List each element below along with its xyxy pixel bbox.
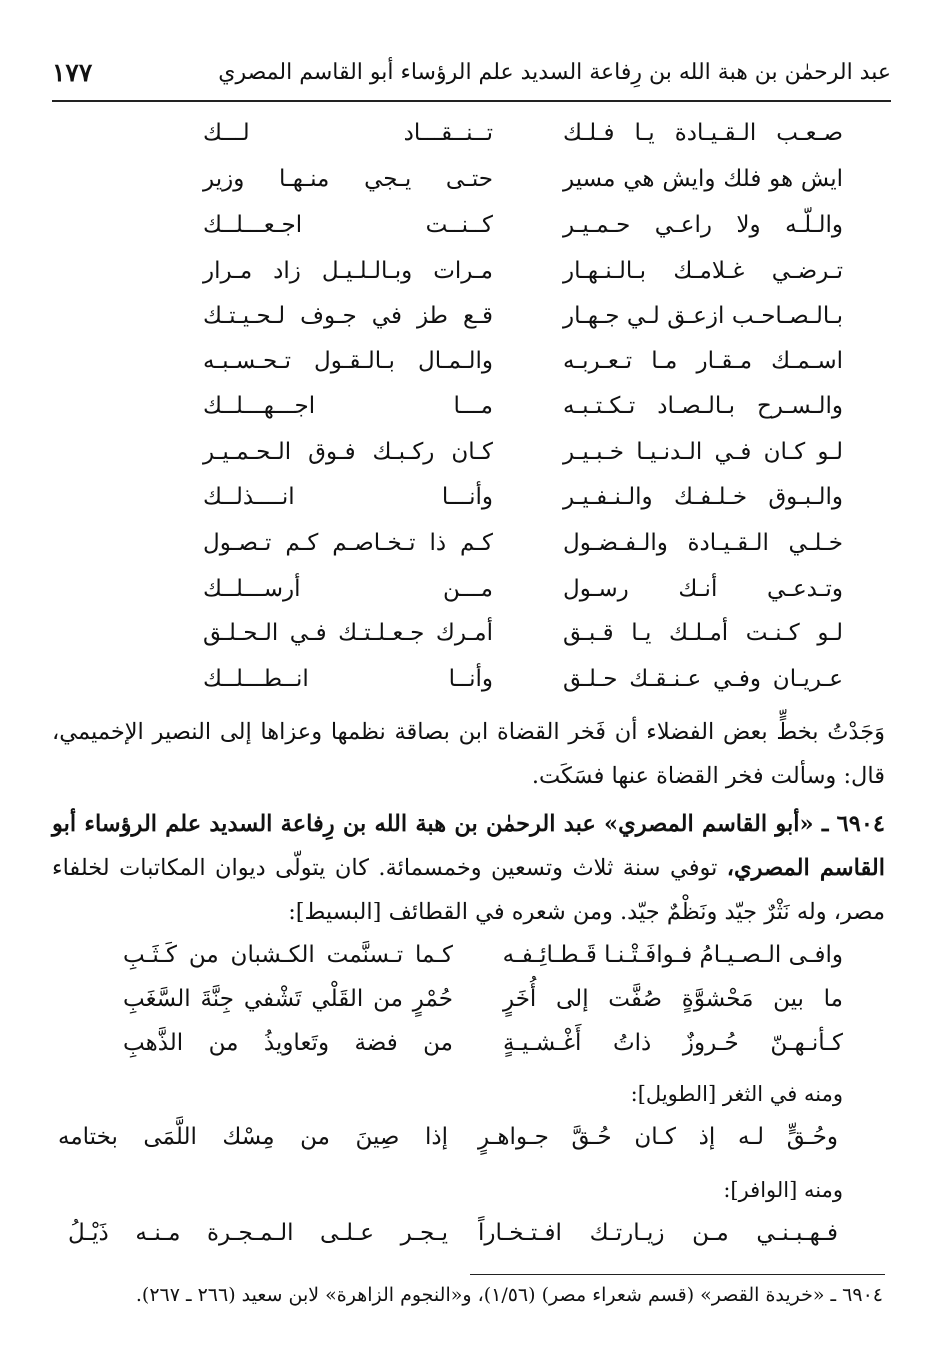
verse-hemistich-second: مـــن أرســـلــك	[203, 576, 493, 602]
verse-hemistich-first: صـعـب الـقـيـادة يـا فـلـك	[563, 120, 843, 146]
verse-hemistich-first: خـلـي الـقـيـادة والـفـضـول	[563, 530, 843, 556]
verse-hemistich-second: مـــا اجـــهـــلــك	[203, 393, 493, 419]
poem1-verse	[150, 439, 843, 479]
verse-hemistich-second: من فضة وتَعاويذُ من الذَّهبِ	[123, 1030, 453, 1056]
verse-hemistich-second: حُمْرٍ من القَلْي تَشْفي جِنَّةَ السَّغَبِ	[123, 986, 453, 1012]
verse-hemistich-first: وتـدعـي أنـك رسـول	[563, 576, 843, 602]
verse-hemistich-first: والـسـرح بـالـصـاد تـكـتـبـه	[563, 393, 843, 419]
verse-hemistich-second: قـع طز في جـوف لـحـيـتـك	[203, 303, 493, 329]
poem1-verse	[150, 620, 843, 660]
verse-hemistich-first: بـالـصـاحـب ازعـق لـي جـهـار	[563, 303, 843, 329]
verse-hemistich-second: كـم ذا تـخـاصـم كـم تـصـول	[203, 530, 493, 556]
entry-text: توفي سنة ثلاث وتسعين وخمسمائة. كان يتولّى ديوان المكاتبات لخلفاء مصر، وله نَثْرٌ جيّد ونَظْمٌ جيّد. ومن شعره في القطائف [البسيط]:	[52, 855, 885, 925]
meter-note-wafir: ومنه [الوافر]:	[723, 1178, 843, 1202]
verse-hemistich-first: والـلّـه ولا راعـي حـمـيـر	[563, 212, 843, 238]
poem1-verse	[150, 393, 843, 433]
verse-hemistich-first: لـو كـان فـي الـدنـيـا خـبـيـر	[563, 439, 843, 465]
prose-paragraph: وَجَدْتُ بخطٍّ بعض الفضلاء أن فَخر القضاة ابن بصاقة نظمها وعزاها إلى النصير الإخميمي، قال: وسألت فخر القضاة عنها فسَكَت.	[52, 719, 885, 789]
verse-hemistich-second: مـرات وبـالـلـيـل زاد مـرار	[203, 258, 493, 284]
verse-hemistich-first: لـو كـنـت أمـلـك يـا قـبـق	[563, 620, 843, 646]
header-rule	[52, 100, 891, 102]
poem1-verse	[150, 120, 843, 160]
biography-entry	[52, 802, 885, 934]
poem1-verse	[150, 166, 843, 206]
poem1-verse	[150, 576, 843, 616]
verse-hemistich-second: إذا صِينَ من مِسْك اللَّمَى بختامه	[58, 1124, 448, 1150]
verse-hemistich-first: كـأنـهـنّ حُـروزٌ ذاتُ أَغْـشـيـةٍ	[503, 1030, 843, 1056]
verse-hemistich-first: ما بين مَحْشوَّةٍ صُفَّت إلى أُخَرٍ	[503, 986, 843, 1012]
poem2-verse	[100, 1030, 843, 1072]
verse-hemistich-first: فـهـبـنـي مـن زيـارتـك افـتـخـاراً	[478, 1220, 838, 1246]
verse-hemistich-second: تــنــقـــاد لـــك	[203, 120, 493, 146]
meter-note-tawil: ومنه في الثغر [الطويل]:	[630, 1082, 843, 1106]
verse-hemistich-second: أمـرك جـعـلـتـك فـي الـحـلـق	[203, 620, 493, 646]
poem1-verse	[150, 258, 843, 298]
poem1-verse	[150, 303, 843, 343]
poem1-verse	[150, 348, 843, 388]
page-number: ١٧٧	[52, 58, 93, 87]
poem3-verse	[60, 1124, 838, 1166]
verse-hemistich-first: ايش هو فلك وايش هي مسير	[563, 166, 843, 192]
verse-hemistich-first: تـرضـي غـلامـك بـالـنـهـار	[563, 258, 843, 284]
poem1-verse	[150, 666, 843, 706]
verse-hemistich-second: وأنــا انــطـــلــك	[203, 666, 493, 692]
entry-heading: ٦٩٠٤ ـ «أبو القاسم المصري» عبد الرحمٰن بن هبة الله بن رِفاعة السديد علم الرؤساء أبو القاسم المصري،	[52, 811, 885, 881]
verse-hemistich-second: يـجـر عـلـى الـمـجـرة مـنـه ذَيْـلُ	[68, 1220, 448, 1246]
verse-hemistich-second: وأنـــا انــــذلــك	[203, 484, 493, 510]
verse-hemistich-second: حتـى يـجي منـهـا وزير	[203, 166, 493, 192]
verse-hemistich-first: اسـمـك مـقـار مـا تـعـربـه	[563, 348, 843, 374]
verse-hemistich-second: والـمـال بـالـقـول تـحـسـبـه	[203, 348, 493, 374]
poem2-verse	[100, 986, 843, 1028]
header-title: عبد الرحمٰن بن هبة الله بن رِفاعة السديد علم الرؤساء أبو القاسم المصري	[218, 60, 891, 85]
verse-hemistich-second: كـان ركـبـك فـوق الـحـمـيـر	[203, 439, 493, 465]
poem4-verse	[70, 1220, 838, 1262]
verse-hemistich-first: عـريـان وفـي عـنـقـك حـلـق	[563, 666, 843, 692]
poem2-verse	[100, 942, 843, 984]
footnote-rule	[470, 1274, 885, 1275]
running-header	[52, 56, 891, 98]
poem1-verse	[150, 212, 843, 252]
footnote: ٦٩٠٤ ـ «خريدة القصر» (قسم شعراء مصر) (١/٥٦)، و«النجوم الزاهرة» لابن سعيد (٢٦٦ ـ ٢٦٧).	[135, 1284, 883, 1306]
verse-hemistich-first: وافـى الـصـيـامُ فـوافَـتْـنـا قَـطـائِـفـه	[502, 942, 843, 968]
verse-hemistich-first: والـبـوق خـلـفـك والـنـفـيـر	[563, 484, 843, 510]
verse-hemistich-first: وحُـقٍّ لـه إذ كـان حُـقَّ جـواهـرٍ	[478, 1124, 838, 1150]
verse-hemistich-second: كـما تـسنَّمت الكـشبان من كَـثَـبِ	[123, 942, 453, 968]
poem1-verse	[150, 484, 843, 524]
poem1-verse	[150, 530, 843, 570]
verse-hemistich-second: كــنــت اجـعـــلــك	[203, 212, 493, 238]
